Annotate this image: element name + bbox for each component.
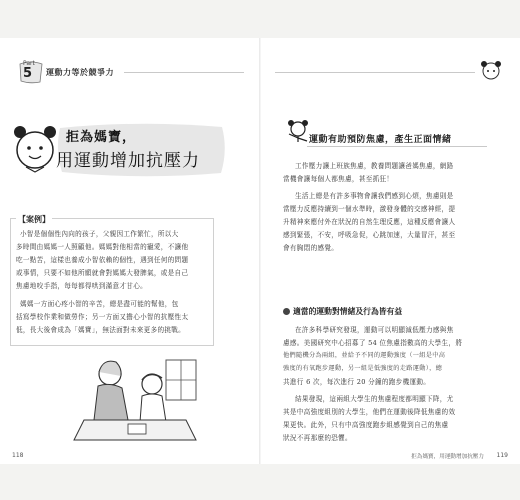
chapter-title-line1: 拒為媽寶， (66, 130, 137, 145)
chapter-title-line2: 用運動增加抗壓力 (56, 151, 200, 171)
part-badge-icon (480, 60, 502, 80)
body-line: 結果發現，這兩組大學生的焦慮程度都明顯下降，尤 (295, 395, 454, 403)
header-rule (275, 72, 475, 73)
section-heading: 運動有助預防焦慮，產生正面情緒 (309, 135, 452, 145)
case-line: 多時間由媽媽一人照顧他。媽媽對他相當的寵愛，不讓他 (16, 243, 189, 251)
case-line: 括寫學校作業和做勞作；另一方面又擔心小智的抗壓性太 (16, 313, 189, 321)
page-number-left: 118 (12, 452, 24, 459)
case-line: 低，長大後會成為「媽寶」，無法面對未來更多的挑戰。 (16, 326, 186, 334)
page-number-right: 119 (496, 452, 508, 459)
body-line: 升精神來應付外在狀況的自然生理反應，這種反應會讓人 (283, 218, 456, 226)
case-line: 或事情，只要不如他所願就會對媽媽大發脾氣，或是自己 (16, 269, 189, 277)
case-line: 吃一點苦，這樣也養成小智依賴的個性，遇到任何的問題 (16, 256, 189, 264)
mascot-girl-icon (12, 120, 58, 174)
subheading (283, 306, 402, 317)
part-number: 5 (23, 66, 33, 81)
body-line: 共進行 6 次，每次進行 20 分鐘的跑步機運動。 (283, 378, 431, 386)
right-page (261, 38, 520, 464)
body-line: 強度的有氧跑步運動，另一組是低強度的走路運動），總 (283, 365, 443, 372)
body-line: 慮感。美國研究中心招募了 54 位焦慮指數高的大學生，將 (283, 339, 463, 347)
case-line: 焦慮地咬手指，每每都得哄到滿意才甘心。 (16, 282, 147, 290)
bullet-dot-icon (283, 308, 290, 315)
running-title: 拒為媽寶，用運動增加抗壓力 (411, 454, 484, 460)
header-rule (124, 72, 244, 73)
left-page (0, 38, 259, 464)
body-line: 狀況不再那麼的恐懼。 (283, 434, 352, 442)
section-rule (307, 146, 487, 147)
body-line: 他們隨機分為兩組，並給予不同的運動強度（一組是中高 (283, 352, 446, 359)
body-line: 在許多科學研究發現，運動可以明顯減低壓力感與焦 (295, 326, 454, 334)
part-title: 運動力等於競爭力 (46, 67, 114, 77)
running-figure-icon (285, 120, 311, 146)
body-line: 生活上總是有許多事物會讓我們感到心煩，焦慮則是 (295, 192, 454, 200)
mother-child-homework-illustration (70, 350, 200, 442)
part-word: Part (23, 60, 35, 67)
body-line: 會有胸悶的感覺。 (283, 244, 339, 252)
body-line: 工作壓力讓上班族焦慮，教養問題讓爸媽焦慮，網路 (295, 162, 454, 170)
body-line: 果更快。此外，只有中高強度跑步組感覺到自己的焦慮 (283, 421, 449, 429)
case-label: 【案例】 (18, 214, 50, 224)
case-line: 小智是個個性內向的孩子，父親因工作繁忙，所以大 (20, 230, 179, 238)
body-line: 當機會讓每個人都焦慮，甚至抓狂！ (283, 175, 394, 183)
body-line: 其是中高強度組別的大學生，他們在運動後降低焦慮的效 (283, 408, 456, 416)
case-line: 媽媽一方面心疼小智的辛苦，總是盡可能的幫他，包 (20, 300, 179, 308)
body-line: 感到緊張，不安，呼吸急促，心跳加速，大量冒汗，甚至 (283, 231, 456, 239)
body-line: 當壓力反應持續到一個水準時，激發身體的交感神經，提 (283, 205, 456, 213)
subheading-text: 適當的運動對情緒及行為皆有益 (293, 307, 403, 316)
book-spread (0, 38, 520, 464)
